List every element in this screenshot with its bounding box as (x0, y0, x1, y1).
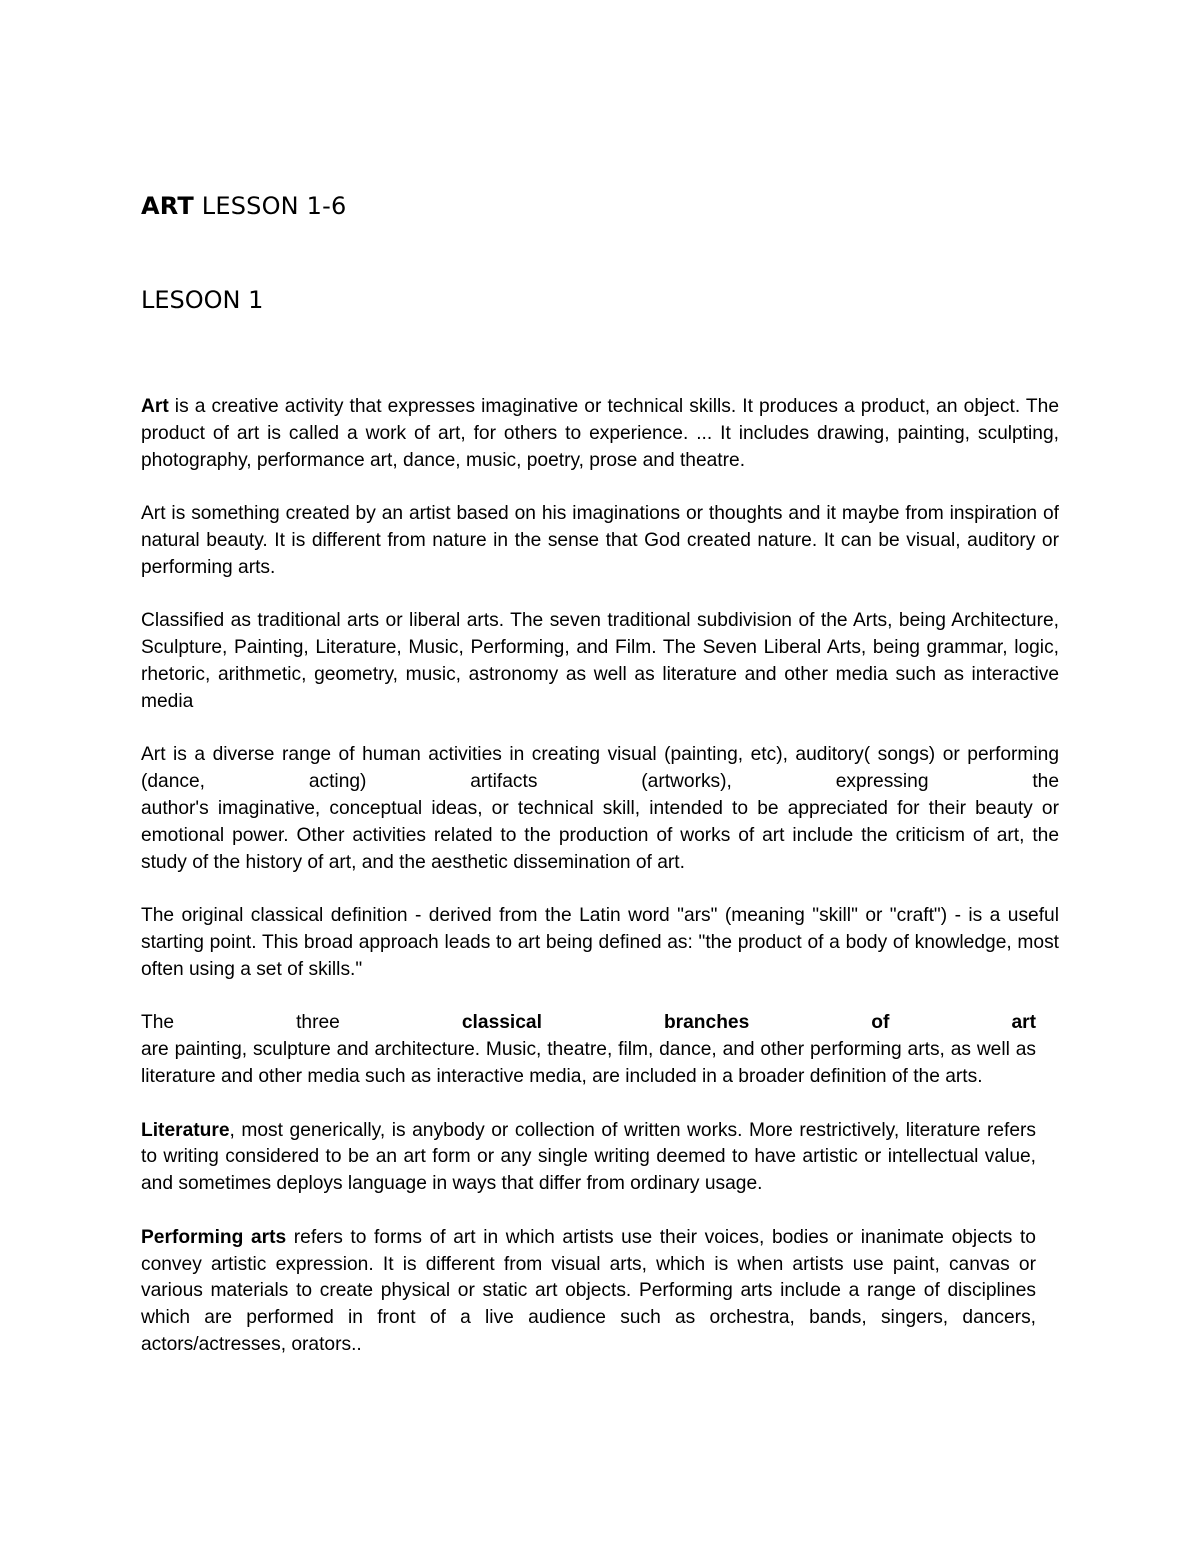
paragraph-art-definition: Art is a creative activity that expresses imaginative or technical skills. It produces a product, an object. The product of art is called a work of art, for others to experience. ... It includes drawing, painting, sculpting, photography, performance art, dance, music, poetry, prose and theatre. (141, 396, 1059, 471)
document-title (141, 192, 346, 220)
term-literature: Literature (141, 1119, 230, 1141)
title-bold: ART (141, 192, 194, 220)
title-rest: LESSON 1-6 (193, 192, 347, 220)
term-performing-arts: Performing arts (141, 1226, 287, 1248)
paragraph-classical-branches: The three classical branches of art are painting, sculpture and architecture. Music, theatre, film, dance, and other performing arts, as well as literature and other media such as interactive media, are included in a broader definition of the arts. (141, 1012, 1036, 1087)
term-art: Art (141, 396, 169, 417)
paragraph-classification: Classified as traditional arts or liberal arts. The seven traditional subdivision of the Arts, being Architecture, Sculpture, Painting, Literature, Music, Performing, and Film. The Seven Liberal Arts, being grammar, logic, rhetoric, arithmetic, geometry, music, astronomy as well as literature and other media such as interactive media (141, 610, 1059, 712)
paragraph-literature: Literature, most generically, is anybody or collection of written works. More restrictively, literature refers to writing considered to be an art form or any single writing deemed to have artistic or intellectual value, and sometimes deploys language in ways that differ from ordinary usage. (141, 1119, 1036, 1195)
paragraph-art-created: Art is something created by an artist based on his imaginations or thoughts and it maybe from inspiration of natural beauty. It is different from nature in the sense that God created nature. It can be visual, auditory or performing arts. (141, 503, 1059, 578)
paragraph-performing-arts: Performing arts refers to forms of art in which artists use their voices, bodies or inanimate objects to convey artistic expression. It is different from visual arts, which is when artists use paint, canvas or various materials to create physical or static art objects. Performing arts include a range of disciplines which are performed in front of a live audience such as orchestra, bands, singers, dancers, actors/actresses, orators.. (141, 1226, 1036, 1355)
lesson-heading: LESOON 1 (141, 286, 264, 314)
paragraph-classical-definition: The original classical definition - derived from the Latin word "ars" (meaning "skill" or "craft") - is a useful starting point. This broad approach leads to art being defined as: "the product of a body of knowledge, most often using a set of skills." (141, 905, 1059, 980)
document-body (141, 394, 1059, 1385)
paragraph-diverse-range: Art is a diverse range of human activities in creating visual (painting, etc), auditory( songs) or performing (dance, acting) artifacts (artworks), expressing the author's imaginative, conceptual ideas, or technical skill, intended to be appreciated for their beauty or emotional power. Other activities related to the production of works of art include the criticism of art, the study of the history of art, and the aesthetic dissemination of art. (141, 744, 1059, 873)
term-classical-branches: classical branches of art (461, 1012, 1036, 1034)
